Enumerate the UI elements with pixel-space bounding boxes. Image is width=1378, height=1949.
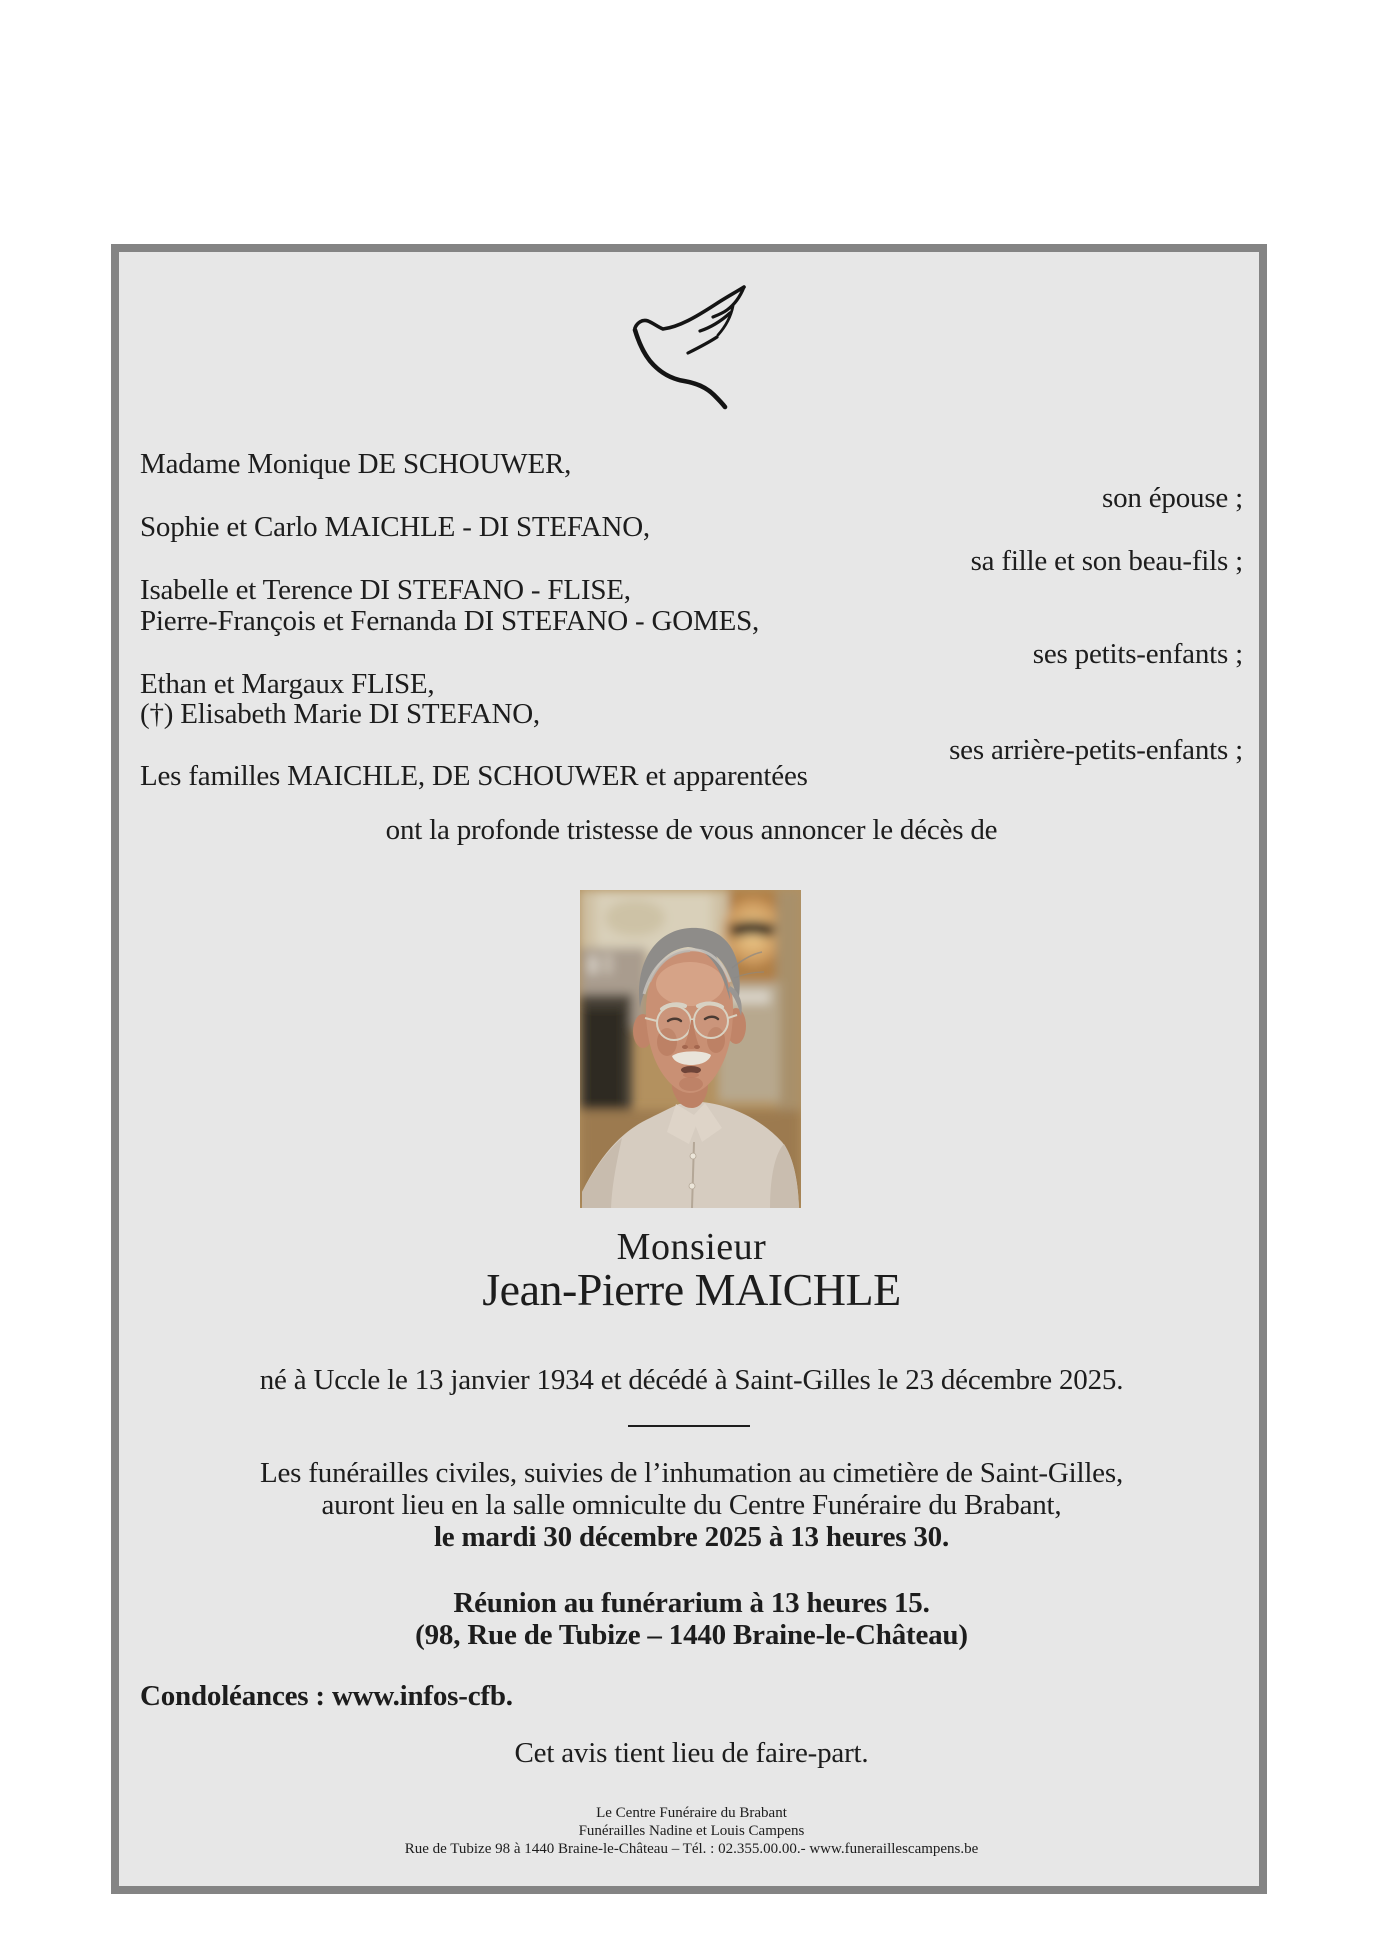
family-line: Madame Monique DE SCHOUWER, (140, 448, 572, 480)
relation-label: ses petits-enfants ; (1032, 638, 1243, 670)
funeral-home-name: Le Centre Funéraire du Brabant (596, 1805, 787, 1821)
family-line: Pierre-François et Fernanda DI STEFANO - GOMES, (140, 605, 760, 637)
dove-icon (624, 275, 754, 415)
portrait-illustration (580, 890, 801, 1208)
divider (628, 1425, 750, 1427)
funeral-home-owners: Funérailles Nadine et Louis Campens (578, 1823, 805, 1839)
gathering-time: Réunion au funérarium à 13 heures 15. (453, 1587, 930, 1619)
notice-text: Cet avis tient lieu de faire-part. (514, 1737, 869, 1769)
ceremony-date: le mardi 30 décembre 2025 à 13 heures 30. (433, 1521, 950, 1553)
condolences-text: Condoléances : www.infos-cfb. (140, 1680, 513, 1712)
family-line: Isabelle et Terence DI STEFANO - FLISE, (140, 574, 631, 606)
deceased-name: Jean-Pierre MAICHLE (482, 1264, 901, 1315)
funeral-home-contact: Rue de Tubize 98 à 1440 Braine-le-Château – Tél. : 02.355.00.00.- www.funeraillescampens.be (404, 1841, 979, 1857)
deceased-title: Monsieur (616, 1226, 767, 1268)
family-line: (†) Elisabeth Marie DI STEFANO, (140, 698, 540, 730)
gathering-address: (98, Rue de Tubize – 1440 Braine-le-Château) (415, 1619, 968, 1651)
family-line: Les familles MAICHLE, DE SCHOUWER et apparentées (140, 760, 808, 792)
portrait-photo (580, 890, 801, 1208)
relation-label: son épouse ; (1102, 482, 1243, 514)
relation-label: sa fille et son beau-fils ; (970, 545, 1243, 577)
announcement-text: ont la profonde tristesse de vous annoncer le décès de (385, 814, 998, 846)
relation-label: ses arrière-petits-enfants ; (949, 734, 1243, 766)
memorial-card (111, 244, 1267, 1894)
family-line: Sophie et Carlo MAICHLE - DI STEFANO, (140, 511, 650, 543)
life-dates: né à Uccle le 13 janvier 1934 et décédé à Saint-Gilles le 23 décembre 2025. (259, 1364, 1124, 1396)
ceremony-line-1: Les funérailles civiles, suivies de l’inhumation au cimetière de Saint-Gilles, (259, 1457, 1123, 1489)
dove-illustration (624, 275, 754, 415)
ceremony-line-2: auront lieu en la salle omniculte du Centre Funéraire du Brabant, (321, 1489, 1062, 1521)
family-line: Ethan et Margaux FLISE, (140, 668, 435, 700)
